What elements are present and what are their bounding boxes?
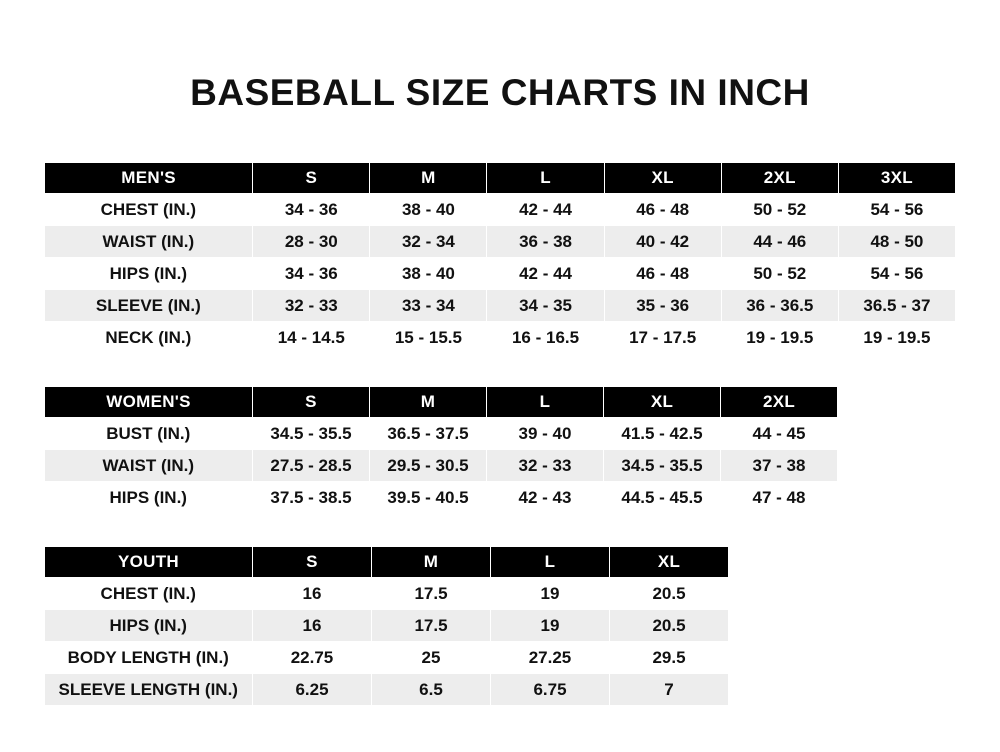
row-label: HIPS (IN.) (45, 258, 253, 290)
table-row (45, 418, 838, 450)
table-cell: 39.5 - 40.5 (370, 482, 487, 514)
table-cell: 19 (491, 578, 610, 610)
table-cell: 19 (491, 610, 610, 642)
table-cell: 32 - 33 (487, 450, 604, 482)
table-row (45, 322, 956, 354)
table-cell: 44 - 45 (721, 418, 838, 450)
table-cell: 20.5 (610, 578, 729, 610)
table-cell: 34 - 36 (253, 194, 370, 226)
table-cell: 42 - 43 (487, 482, 604, 514)
table-cell: 29.5 (610, 642, 729, 674)
womens-header-category: WOMEN'S (45, 387, 253, 418)
table-cell: 32 - 33 (253, 290, 370, 322)
table-row (45, 258, 956, 290)
row-label: HIPS (IN.) (45, 482, 253, 514)
table-header-row (45, 387, 838, 418)
row-label: BUST (IN.) (45, 418, 253, 450)
table-cell: 42 - 44 (487, 258, 604, 290)
mens-header-category: MEN'S (45, 163, 253, 194)
table-header-row (45, 547, 729, 578)
table-cell: 46 - 48 (604, 258, 721, 290)
table-cell: 15 - 15.5 (370, 322, 487, 354)
table-cell: 17.5 (372, 578, 491, 610)
mens-header-s: S (253, 163, 370, 194)
table-cell: 29.5 - 30.5 (370, 450, 487, 482)
table-cell: 34 - 35 (487, 290, 604, 322)
row-label: SLEEVE (IN.) (45, 290, 253, 322)
youth-table-header (45, 547, 729, 578)
row-label: WAIST (IN.) (45, 450, 253, 482)
table-cell: 16 (253, 578, 372, 610)
table-cell: 54 - 56 (838, 258, 955, 290)
row-label: SLEEVE LENGTH (IN.) (45, 674, 253, 706)
size-tables-container (0, 162, 1000, 706)
table-cell: 16 (253, 610, 372, 642)
table-row (45, 642, 729, 674)
table-cell: 47 - 48 (721, 482, 838, 514)
page-title: BASEBALL SIZE CHARTS IN INCH (190, 72, 810, 113)
table-cell: 38 - 40 (370, 194, 487, 226)
table-row (45, 482, 838, 514)
table-cell: 41.5 - 42.5 (604, 418, 721, 450)
table-cell: 44 - 46 (721, 226, 838, 258)
womens-header-s: S (253, 387, 370, 418)
table-cell: 33 - 34 (370, 290, 487, 322)
table-cell: 44.5 - 45.5 (604, 482, 721, 514)
womens-header-2xl: 2XL (721, 387, 838, 418)
table-cell: 6.75 (491, 674, 610, 706)
table-cell: 25 (372, 642, 491, 674)
table-cell: 36 - 36.5 (721, 290, 838, 322)
table-cell: 35 - 36 (604, 290, 721, 322)
row-label: CHEST (IN.) (45, 578, 253, 610)
row-label: NECK (IN.) (45, 322, 253, 354)
womens-table-header (45, 387, 838, 418)
table-cell: 17.5 (372, 610, 491, 642)
mens-size-table (44, 162, 956, 354)
youth-header-m: M (372, 547, 491, 578)
table-cell: 36 - 38 (487, 226, 604, 258)
table-cell: 27.5 - 28.5 (253, 450, 370, 482)
mens-header-3xl: 3XL (838, 163, 955, 194)
table-cell: 22.75 (253, 642, 372, 674)
mens-header-xl: XL (604, 163, 721, 194)
table-cell: 7 (610, 674, 729, 706)
table-cell: 37 - 38 (721, 450, 838, 482)
mens-header-l: L (487, 163, 604, 194)
mens-header-2xl: 2XL (721, 163, 838, 194)
table-cell: 20.5 (610, 610, 729, 642)
table-cell: 6.25 (253, 674, 372, 706)
table-cell: 34 - 36 (253, 258, 370, 290)
table-cell: 17 - 17.5 (604, 322, 721, 354)
womens-size-table (44, 386, 838, 514)
womens-table-body (45, 418, 838, 514)
youth-header-l: L (491, 547, 610, 578)
table-cell: 19 - 19.5 (838, 322, 955, 354)
table-header-row (45, 163, 956, 194)
table-cell: 37.5 - 38.5 (253, 482, 370, 514)
youth-table-body (45, 578, 729, 706)
table-row (45, 610, 729, 642)
table-cell: 19 - 19.5 (721, 322, 838, 354)
table-cell: 28 - 30 (253, 226, 370, 258)
row-label: HIPS (IN.) (45, 610, 253, 642)
table-cell: 27.25 (491, 642, 610, 674)
table-row (45, 290, 956, 322)
table-cell: 40 - 42 (604, 226, 721, 258)
table-row (45, 674, 729, 706)
table-cell: 54 - 56 (838, 194, 955, 226)
table-cell: 39 - 40 (487, 418, 604, 450)
table-cell: 50 - 52 (721, 194, 838, 226)
table-cell: 14 - 14.5 (253, 322, 370, 354)
table-cell: 34.5 - 35.5 (604, 450, 721, 482)
table-cell: 48 - 50 (838, 226, 955, 258)
table-row (45, 450, 838, 482)
table-cell: 6.5 (372, 674, 491, 706)
youth-header-category: YOUTH (45, 547, 253, 578)
table-cell: 32 - 34 (370, 226, 487, 258)
youth-size-table (44, 546, 729, 706)
table-cell: 36.5 - 37 (838, 290, 955, 322)
mens-table-body (45, 194, 956, 354)
table-cell: 36.5 - 37.5 (370, 418, 487, 450)
mens-header-m: M (370, 163, 487, 194)
row-label: WAIST (IN.) (45, 226, 253, 258)
womens-header-l: L (487, 387, 604, 418)
table-cell: 50 - 52 (721, 258, 838, 290)
youth-header-s: S (253, 547, 372, 578)
table-cell: 46 - 48 (604, 194, 721, 226)
table-cell: 34.5 - 35.5 (253, 418, 370, 450)
table-cell: 38 - 40 (370, 258, 487, 290)
table-cell: 16 - 16.5 (487, 322, 604, 354)
table-row (45, 226, 956, 258)
womens-header-xl: XL (604, 387, 721, 418)
table-row (45, 578, 729, 610)
mens-table-header (45, 163, 956, 194)
table-row (45, 194, 956, 226)
row-label: CHEST (IN.) (45, 194, 253, 226)
youth-header-xl: XL (610, 547, 729, 578)
row-label: BODY LENGTH (IN.) (45, 642, 253, 674)
table-cell: 42 - 44 (487, 194, 604, 226)
womens-header-m: M (370, 387, 487, 418)
